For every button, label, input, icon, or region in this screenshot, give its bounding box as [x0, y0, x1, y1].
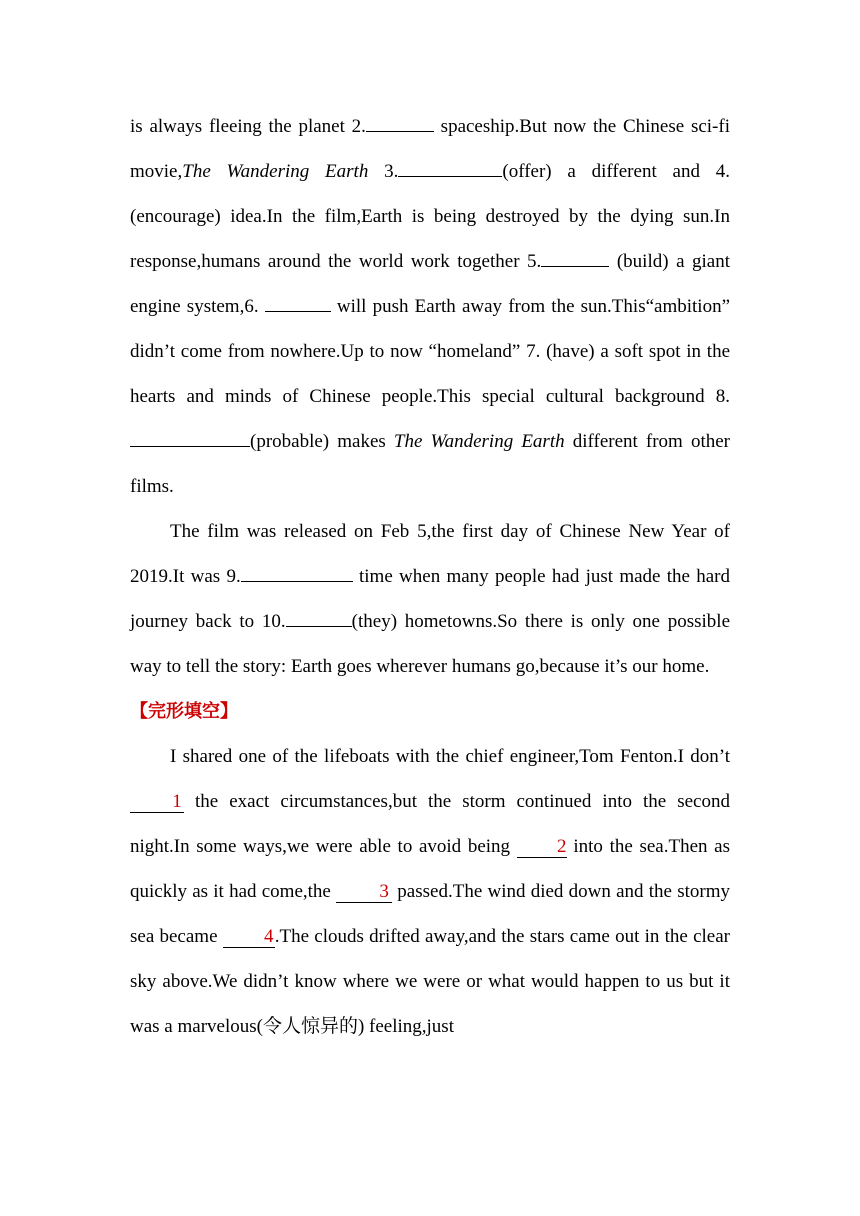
section-title: 【完形填空】 [130, 701, 238, 722]
cloze-blank-1[interactable]: 1 [130, 792, 184, 813]
cloze-text: passed.The wind died down and the stormy sea became [130, 881, 730, 947]
cloze-text: the exact circumstances,but the storm continued into the second night.In some ways,we were able to avoid being [130, 791, 730, 857]
passage-text: will push Earth away from the sun.This“ambition” didn’t come from nowhere.Up to now “homeland” 7. [130, 296, 730, 362]
document-page [130, 104, 730, 1049]
cloze-blank-3[interactable]: 3 [336, 882, 392, 903]
passage-text: 3. [368, 161, 399, 182]
passage-text: time when many people had just made the hard journey back to 10. [130, 566, 730, 632]
passage-text: (offer) a different and 4. [502, 161, 731, 182]
cloze-paragraph [130, 734, 730, 1049]
answer-blank-5[interactable] [541, 246, 609, 267]
film-title: The Wandering Earth [393, 431, 565, 452]
passage-paragraph-1 [130, 104, 730, 509]
cloze-blank-4[interactable]: 4 [223, 927, 275, 948]
passage-text: (have) a soft spot in the hearts and minds of Chinese people.This special cultural background 8. [130, 341, 731, 407]
cloze-blank-2[interactable]: 2 [517, 837, 567, 858]
answer-blank-8[interactable] [130, 426, 250, 447]
passage-text: (probable) makes [250, 431, 394, 452]
answer-blank-9[interactable] [241, 561, 353, 582]
answer-blank-6[interactable] [265, 291, 331, 312]
passage-text: (they) hometowns.So there is only one possible way to tell the story: Earth goes wherever humans go,because it’s our home. [130, 611, 730, 677]
answer-blank-2[interactable] [366, 111, 434, 132]
cloze-text: .The clouds drifted away,and the stars came out in the clear sky above.We didn’t know where we were or what would happen to us but it was a marvelous(令人惊异的) feeling,just [130, 926, 730, 1037]
passage-text: spaceship.But now the Chinese sci-fi movie, [130, 116, 730, 182]
cloze-text: into the sea.Then as quickly as it had come,the [130, 836, 730, 902]
film-title: The Wandering Earth [182, 161, 369, 182]
passage-paragraph-2 [130, 509, 730, 689]
passage-text: is always fleeing the planet 2. [130, 116, 366, 137]
answer-blank-10[interactable] [286, 606, 352, 627]
passage-text: (build) a giant engine system,6. [130, 251, 731, 317]
answer-blank-3[interactable] [398, 156, 502, 177]
passage-text: The film was released on Feb 5,the first day of Chinese New Year of 2019.It was 9. [130, 521, 730, 587]
cloze-text: I shared one of the lifeboats with the chief engineer,Tom Fenton.I don’t [170, 746, 730, 767]
passage-text: different from other films. [130, 431, 730, 497]
passage-text: (encourage) idea.In the film,Earth is being destroyed by the dying sun.In response,humans around the world work together 5. [130, 206, 730, 272]
